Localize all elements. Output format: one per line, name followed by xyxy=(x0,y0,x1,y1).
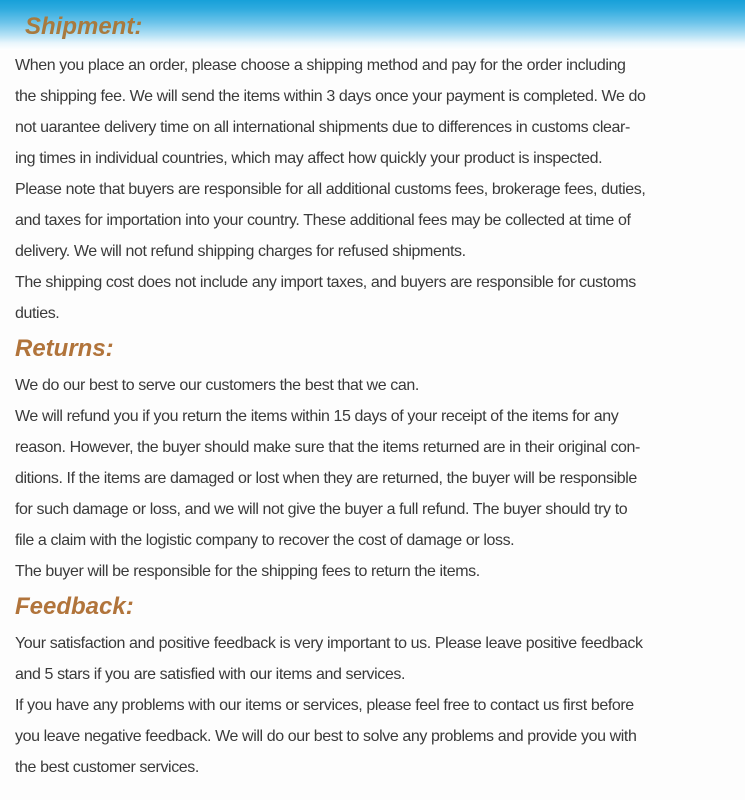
banner-gradient xyxy=(0,0,745,50)
text-line: We will refund you if you return the items within 15 days of your receipt of the items for any xyxy=(15,408,619,425)
text-line: Please note that buyers are responsible for all additional customs fees, brokerage fees, duties, xyxy=(15,181,646,198)
text-line: If you have any problems with our items or services, please feel free to contact us first before xyxy=(15,697,634,714)
text-line: and taxes for importation into your country. These additional fees may be collected at time of xyxy=(15,212,631,229)
text-line: reason. However, the buyer should make sure that the items returned are in their original con- xyxy=(15,439,640,456)
text-line: for such damage or loss, and we will not give the buyer a full refund. The buyer should try to xyxy=(15,501,628,518)
feedback-section xyxy=(0,628,745,783)
returns-section xyxy=(0,370,745,587)
text-line: ing times in individual countries, which may affect how quickly your product is inspected. xyxy=(15,150,603,167)
text-line: duties. xyxy=(15,305,60,322)
section-heading-returns: Returns: xyxy=(15,335,114,362)
text-line: ditions. If the items are damaged or lost when they are returned, the buyer will be responsible xyxy=(15,470,637,487)
shipment-section xyxy=(0,50,745,329)
text-line: and 5 stars if you are satisfied with our items and services. xyxy=(15,666,406,683)
text-line: not uarantee delivery time on all international shipments due to differences in customs clear- xyxy=(15,119,630,136)
text-line: When you place an order, please choose a shipping method and pay for the order including xyxy=(15,57,626,74)
text-line: The shipping cost does not include any import taxes, and buyers are responsible for customs xyxy=(15,274,636,291)
section-heading-feedback: Feedback: xyxy=(15,593,134,620)
text-line: delivery. We will not refund shipping charges for refused shipments. xyxy=(15,243,466,260)
section-heading-shipment: Shipment: xyxy=(25,13,143,40)
text-line: file a claim with the logistic company to recover the cost of damage or loss. xyxy=(15,532,515,549)
text-line: The buyer will be responsible for the shipping fees to return the items. xyxy=(15,563,480,580)
text-line: Your satisfaction and positive feedback is very important to us. Please leave positive feedback xyxy=(15,635,643,652)
text-line: the shipping fee. We will send the items within 3 days once your payment is completed. We do xyxy=(15,88,646,105)
text-line: the best customer services. xyxy=(15,759,199,776)
text-line: We do our best to serve our customers the best that we can. xyxy=(15,377,419,394)
text-line: you leave negative feedback. We will do our best to solve any problems and provide you with xyxy=(15,728,637,745)
